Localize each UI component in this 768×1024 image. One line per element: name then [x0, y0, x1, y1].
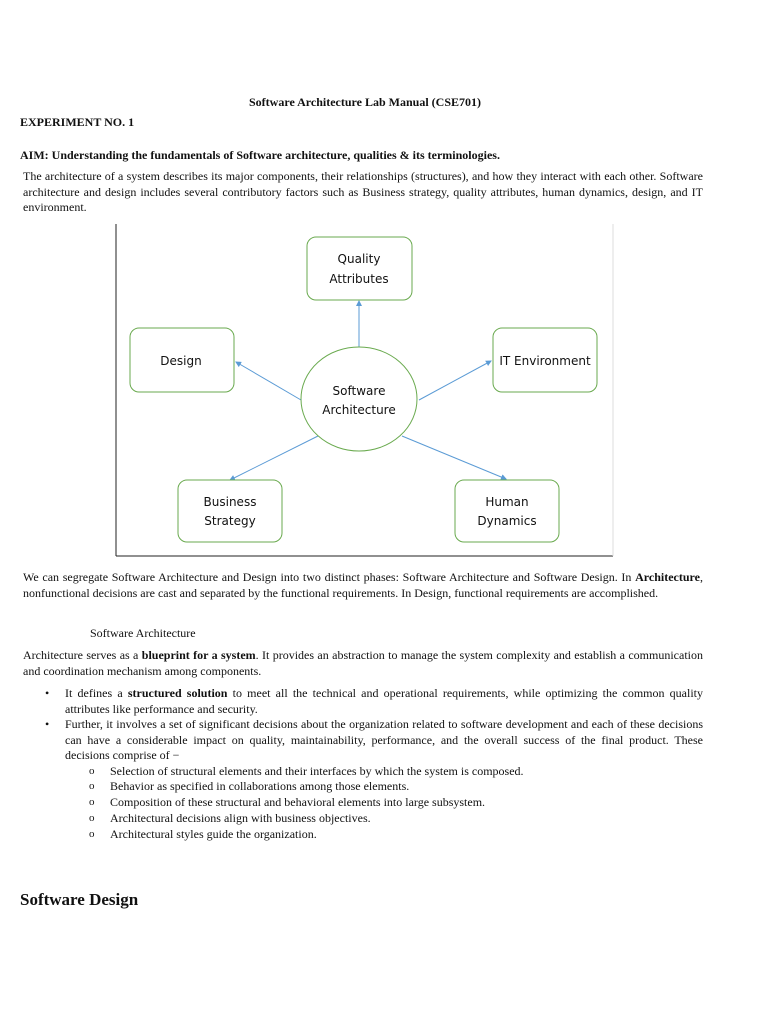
- sub-item-text: Architectural styles guide the organization.: [110, 826, 317, 841]
- human-label-2: Dynamics: [477, 514, 537, 528]
- sub-list-item: [23, 827, 703, 843]
- bullet1-text-a: It defines a: [65, 686, 128, 700]
- manual-title: Software Architecture Lab Manual (CSE701): [249, 95, 481, 109]
- section-title-software-design: Software Design: [20, 890, 139, 909]
- arch-text-1: Architecture serves as a: [23, 648, 142, 662]
- phases-bold: Architecture: [635, 570, 700, 584]
- bullet-text-1: [65, 686, 703, 717]
- bullet-item-2: [23, 717, 703, 764]
- node-human-dynamics: [455, 480, 559, 542]
- sub-marker: o: [89, 764, 95, 777]
- sub-item-text: Selection of structural elements and their interfaces by which the system is composed.: [110, 763, 524, 778]
- arrow-to-it: [419, 361, 491, 400]
- arrow-to-design: [236, 362, 301, 400]
- bullet-list: [23, 686, 703, 842]
- quality-label-2: Attributes: [329, 272, 389, 286]
- sub-list-item: [23, 779, 703, 795]
- sub-item-text: Composition of these structural and behavioral elements into large subsystem.: [110, 795, 486, 810]
- business-label-2: Strategy: [204, 514, 256, 528]
- it-label: IT Environment: [499, 354, 591, 368]
- bullet-item-1: [23, 686, 703, 717]
- center-label-2: Architecture: [322, 403, 396, 417]
- center-node-software-architecture: [301, 347, 417, 451]
- architecture-paragraph: [23, 648, 703, 679]
- experiment-label: EXPERIMENT NO. 1: [20, 115, 135, 129]
- subheading-software-architecture: Software Architecture: [90, 626, 196, 640]
- center-label-1: Software: [332, 384, 386, 398]
- sub-list-item: [23, 811, 703, 827]
- design-label: Design: [160, 354, 202, 368]
- architecture-diagram: [115, 222, 615, 558]
- arch-bold: blueprint for a system: [141, 648, 256, 662]
- bullet-text-2: Further, it involves a set of significant decisions about the organization related to software development and each of these decisions can have a considerable impact on quality, maintainability, performance, and the overall success of the final product. These decisions comprise of −: [65, 717, 703, 762]
- sub-item-text: Architectural decisions align with business objectives.: [110, 810, 371, 825]
- node-business-strategy: [178, 480, 282, 542]
- phases-paragraph: [23, 570, 703, 601]
- quality-label-1: Quality: [337, 252, 381, 266]
- phases-text-1: We can segregate Software Architecture and Design into two distinct phases: Software Architecture and Software Design. In: [23, 570, 636, 584]
- bullet1-text-b: to meet all the technical and operational requirements, while optimizing the common quality attributes like performance and security.: [65, 686, 704, 716]
- bullet-marker: •: [45, 717, 50, 731]
- bullet1-bold: structured solution: [127, 686, 228, 700]
- arch-text-2: . It provides an abstraction to manage the system complexity and establish a communication and coordination mechanism among components.: [23, 648, 704, 678]
- bullet-marker: •: [45, 686, 50, 700]
- sub-item-text: Behavior as specified in collaborations among those elements.: [110, 779, 410, 794]
- intro-paragraph: The architecture of a system describes its major components, their relationships (structures), and how they interact with each other. Software architecture and design includes several contributory factors such as Business strategy, quality attributes, human dynamics, design, and IT environment.: [23, 169, 703, 214]
- sub-marker: o: [89, 780, 95, 793]
- sub-marker: o: [89, 827, 95, 840]
- sub-list-item: [23, 795, 703, 811]
- arrow-to-human: [402, 436, 506, 479]
- aim-statement: AIM: Understanding the fundamentals of Software architecture, qualities & its terminologies.: [20, 148, 500, 162]
- sub-list-item: [23, 764, 703, 780]
- sub-marker: o: [89, 811, 95, 824]
- phases-text-2: , nonfunctional decisions are cast and separated by the functional requirements. In Design, functional requirements are accomplished.: [23, 570, 703, 600]
- arrow-to-business: [230, 436, 318, 480]
- sub-list: [23, 764, 703, 843]
- business-label-1: Business: [203, 495, 257, 509]
- human-label-1: Human: [485, 495, 529, 509]
- sub-marker: o: [89, 796, 95, 809]
- node-quality-attributes: [307, 237, 412, 300]
